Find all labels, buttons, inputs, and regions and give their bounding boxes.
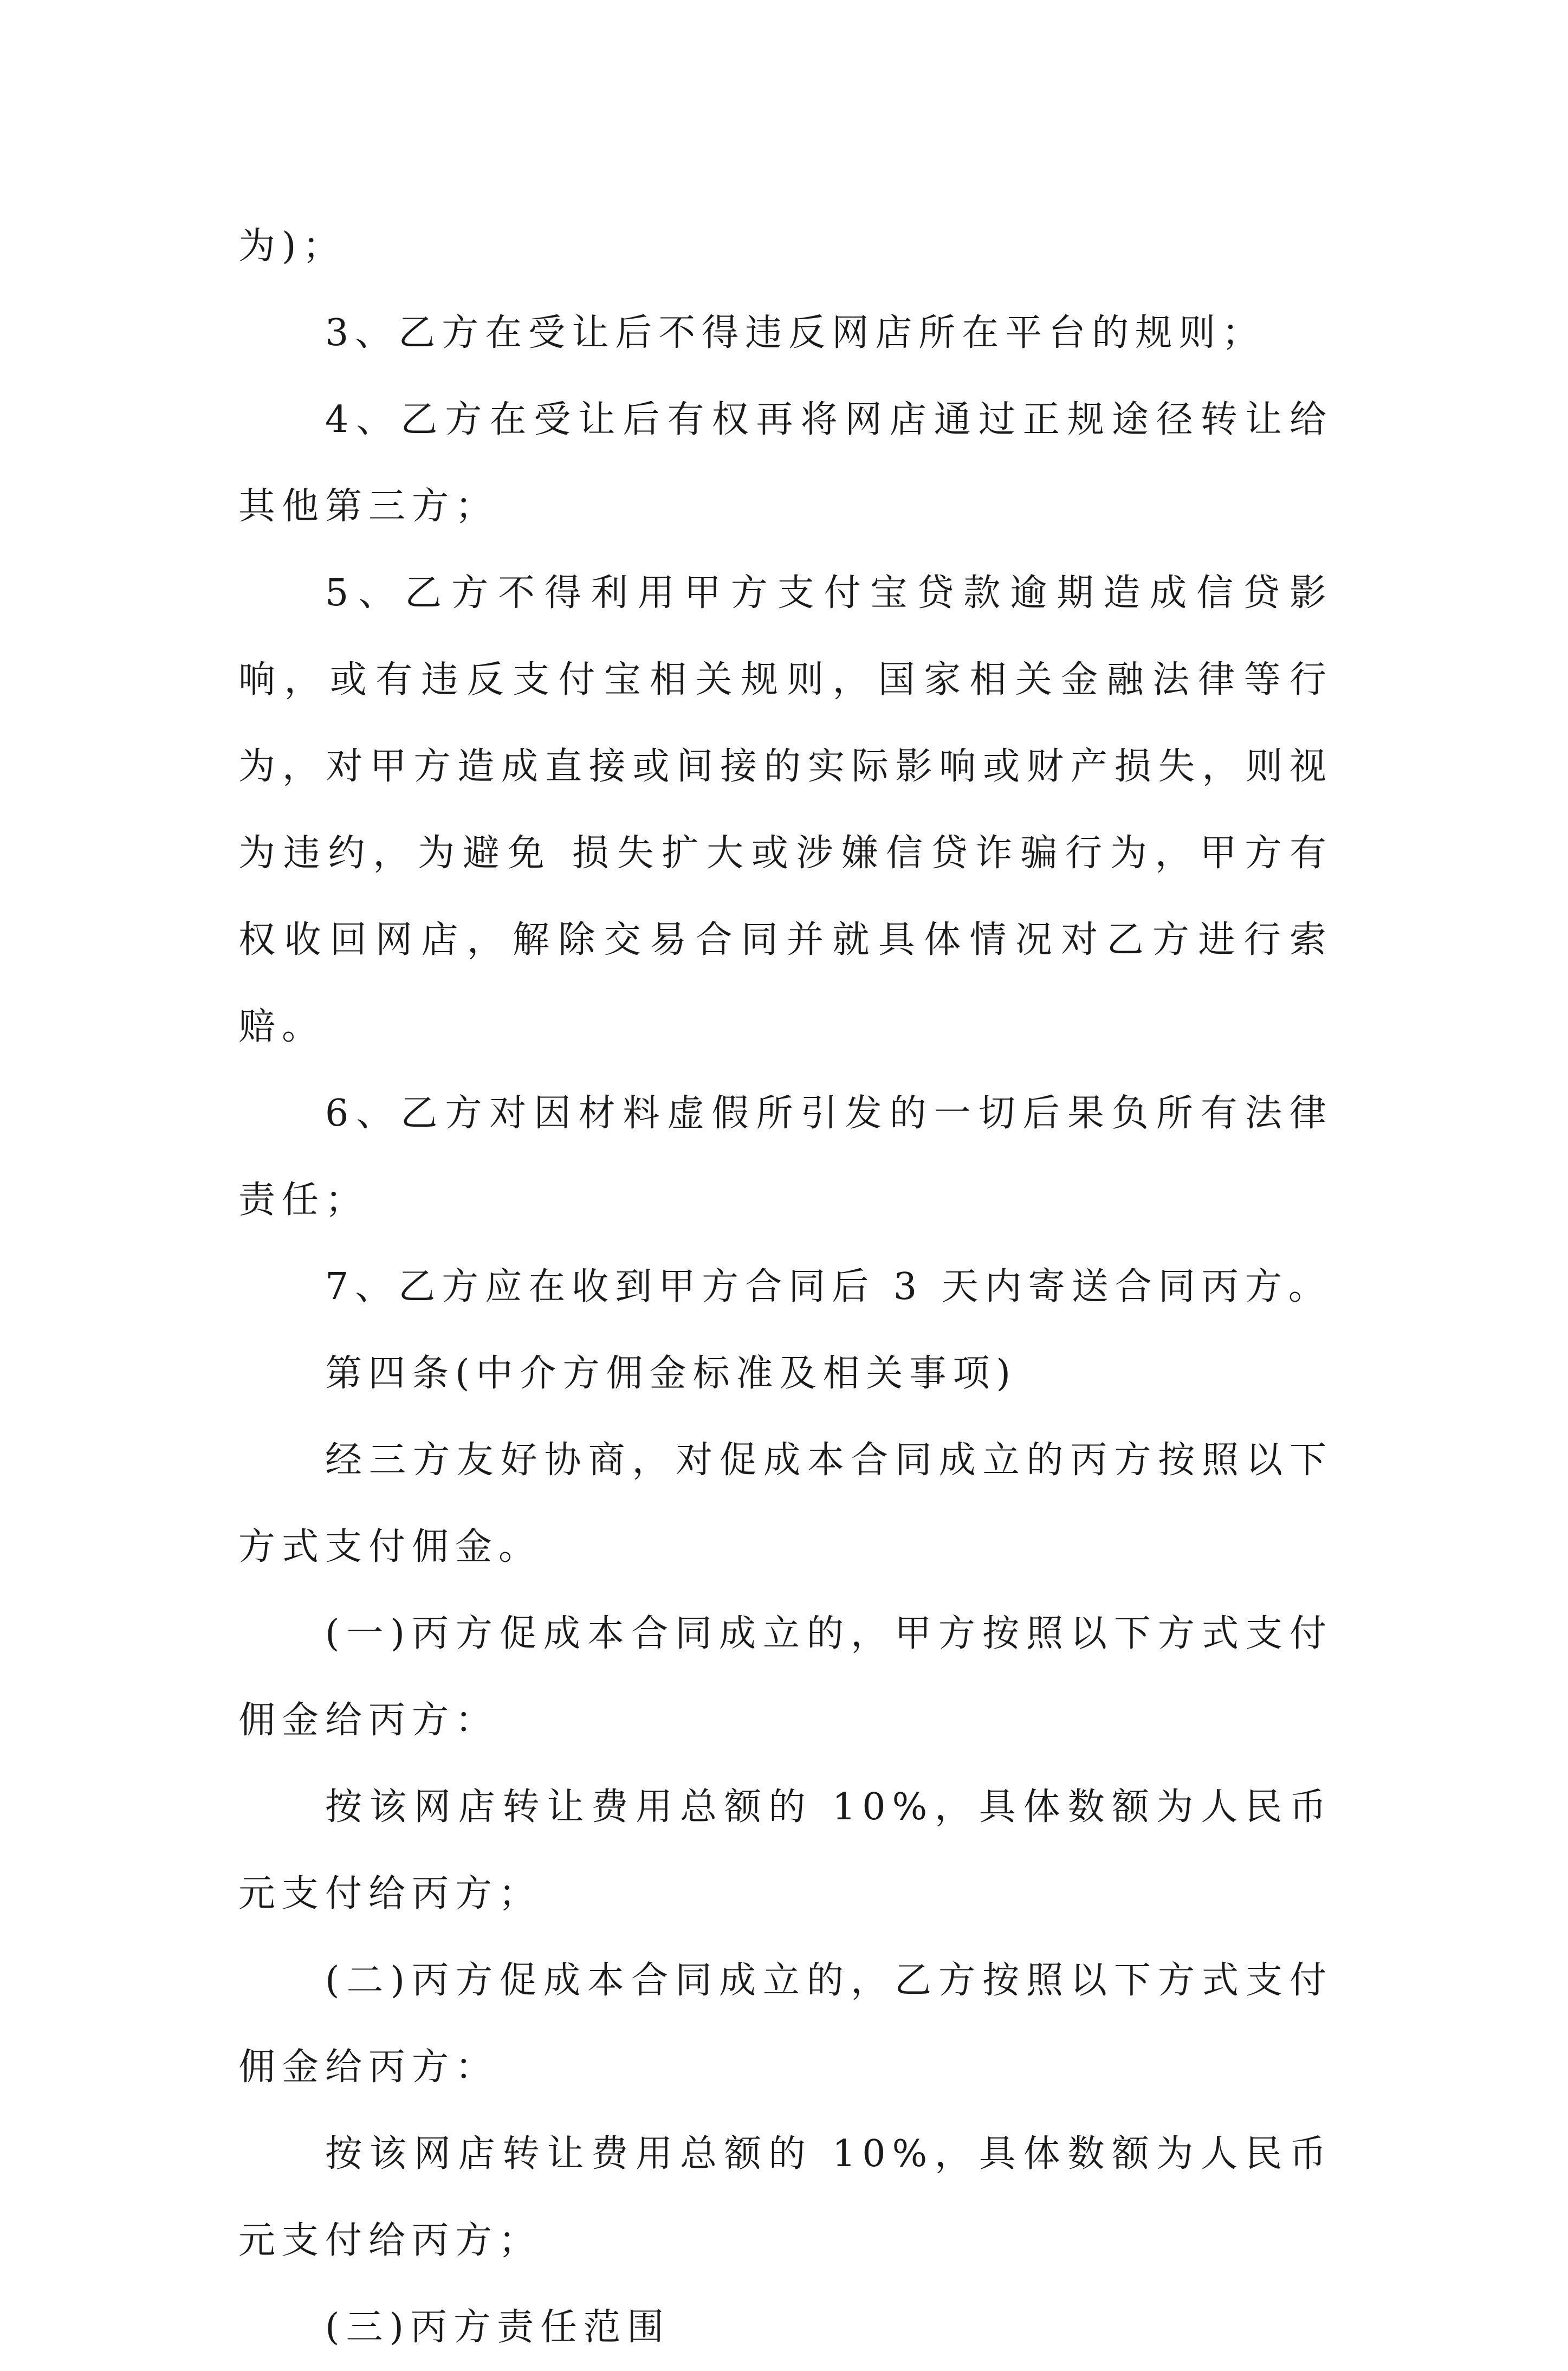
paragraph-commission-amount-b: 按该网店转让费用总额的 10%，具体数额为人民币元支付给丙方； xyxy=(238,2133,1333,2262)
paragraph-clause-5: 5、乙方不得利用甲方支付宝贷款逾期造成信贷影响，或有违反支付宝相关规则，国家相关金融法律等行为，对甲方造成直接或间接的实际影响或财产损失，则视为违约，为避免 损失扩大或涉嫌信贷诈骗行为，甲方有权收回网店，解除交易合同并就具体情况对乙方进行索赔。 xyxy=(238,572,1333,1048)
paragraph-clause-6: 6、乙方对因材料虚假所引发的一切后果负所有法律责任； xyxy=(238,1092,1333,1222)
paragraph-clause-3: 3、乙方在受让后不得违反网店所在平台的规则； xyxy=(325,312,1266,354)
paragraph-commission-party-b: (二)丙方促成本合同成立的，乙方按照以下方式支付佣金给丙方： xyxy=(238,1959,1333,2089)
paragraph-clause-4: 4、乙方在受让后有权再将网店通过正规途径转让给其他第三方； xyxy=(238,398,1333,528)
paragraph-continuation: 为)； xyxy=(238,225,346,268)
paragraph-clause-7: 7、乙方应在收到甲方合同后 3 天内寄送合同丙方。 xyxy=(325,1265,1332,1308)
article-heading: 第四条(中介方佣金标准及相关事项) xyxy=(325,1352,1018,1395)
paragraph-commission-party-a: (一)丙方促成本合同成立的，甲方按照以下方式支付佣金给丙方： xyxy=(238,1612,1333,1742)
paragraph-commission-amount-a: 按该网店转让费用总额的 10%，具体数额为人民币元支付给丙方； xyxy=(238,1786,1333,1915)
document-body xyxy=(238,203,1333,2371)
paragraph-party-c-scope: (三)丙方责任范围 xyxy=(325,2306,671,2349)
paragraph-commission-intro: 经三方友好协商，对促成本合同成立的丙方按照以下方式支付佣金。 xyxy=(238,1439,1333,1568)
